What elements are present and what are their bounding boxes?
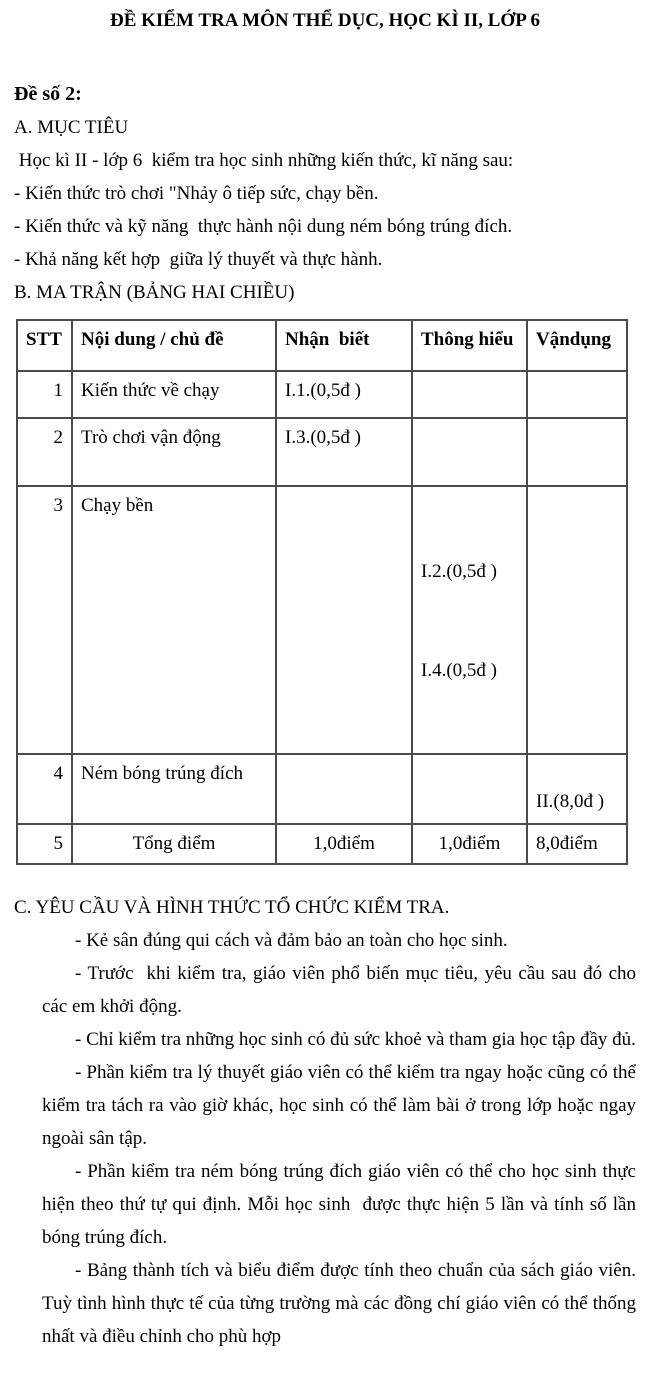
column-header-topic: Nội dung / chủ đề — [72, 320, 276, 371]
table-row — [17, 371, 627, 418]
matrix-table-container — [16, 319, 636, 865]
column-header-stt: STT — [17, 320, 72, 371]
section-a-bullet: - Khả năng kết hợp giữa lý thuyết và thực hành. — [14, 249, 383, 270]
requirement-paragraph: - Trước khi kiểm tra, giáo viên phổ biến mục tiêu, yêu cầu sau đó cho các em khởi động. — [42, 963, 641, 1017]
cell-van-dung: II.(8,0đ ) — [527, 754, 627, 824]
cell-thong-hieu-line: I.4.(0,5đ ) — [421, 660, 497, 681]
cell-nhan-biet: 1,0điểm — [276, 824, 412, 864]
cell-stt: 5 — [17, 824, 72, 864]
cell-stt: 1 — [17, 371, 72, 418]
table-row — [17, 754, 627, 824]
section-b-heading: B. MA TRẬN (BẢNG HAI CHIỀU) — [14, 282, 295, 303]
exam-number-label: Đề số 2: — [14, 83, 82, 105]
cell-stt: 3 — [17, 486, 72, 754]
column-header-van-dung: Vậndụng — [527, 320, 627, 371]
requirement-paragraph: - Phần kiểm tra lý thuyết giáo viên có thể kiểm tra ngay hoặc cũng có thể kiểm tra tách ra vào giờ khác, học sinh có thể làm bài ở trong lớp hoặc ngay ngoài sân tập. — [42, 1062, 641, 1149]
cell-topic: Chạy bền — [72, 486, 276, 754]
cell-nhan-biet — [276, 486, 412, 754]
page-title: ĐỀ KIỂM TRA MÔN THỂ DỤC, HỌC KÌ II, LỚP 6 — [109, 10, 541, 31]
table-row — [17, 824, 627, 864]
column-header-thong-hieu: Thông hiểu — [412, 320, 527, 371]
requirement-paragraph: - Bảng thành tích và biểu điểm được tính theo chuẩn của sách giáo viên. Tuỳ tình hình thực tế của từng trường mà các đồng chí giáo viên có thể thống nhất và điều chỉnh cho phù hợp — [42, 1260, 641, 1347]
cell-stt: 2 — [17, 418, 72, 486]
cell-nhan-biet: I.1.(0,5đ ) — [276, 371, 412, 418]
cell-topic: Ném bóng trúng đích — [72, 754, 276, 824]
cell-thong-hieu — [412, 486, 527, 754]
requirement-paragraph: - Chỉ kiểm tra những học sinh có đủ sức khoẻ và tham gia học tập đầy đủ. — [75, 1029, 636, 1050]
section-c-heading: C. YÊU CẦU VÀ HÌNH THỨC TỔ CHỨC KIỂM TRA. — [14, 897, 450, 918]
table-row — [17, 486, 627, 754]
column-header-nhan-biet: Nhận biết — [276, 320, 412, 371]
cell-stt: 4 — [17, 754, 72, 824]
cell-van-dung — [527, 371, 627, 418]
cell-topic: Kiến thức về chạy — [72, 371, 276, 418]
cell-van-dung: 8,0điểm — [527, 824, 627, 864]
requirement-paragraph: - Phần kiểm tra ném bóng trúng đích giáo viên có thể cho học sinh thực hiện theo thứ tự qui định. Mỗi học sinh được thực hiện 5 lần và tính số lần bóng trúng đích. — [42, 1161, 641, 1248]
matrix-table — [16, 319, 628, 865]
cell-topic: Tổng điểm — [72, 824, 276, 864]
cell-van-dung — [527, 418, 627, 486]
section-a-bullet: - Kiến thức trò chơi "Nhảy ô tiếp sức, chạy bền. — [14, 183, 379, 204]
section-a-bullet: - Kiến thức và kỹ năng thực hành nội dung ném bóng trúng đích. — [14, 216, 513, 237]
cell-nhan-biet — [276, 754, 412, 824]
cell-nhan-biet: I.3.(0,5đ ) — [276, 418, 412, 486]
cell-thong-hieu-line: I.2.(0,5đ ) — [421, 561, 497, 582]
cell-thong-hieu — [412, 418, 527, 486]
cell-van-dung — [527, 486, 627, 754]
table-header-row — [17, 320, 627, 371]
cell-thong-hieu — [412, 371, 527, 418]
cell-thong-hieu — [412, 754, 527, 824]
requirement-paragraph: - Kẻ sân đúng qui cách và đảm bảo an toàn cho học sinh. — [75, 930, 508, 951]
section-a-intro: Học kì II - lớp 6 kiểm tra học sinh những kiến thức, kĩ năng sau: — [14, 150, 514, 171]
cell-topic: Trò chơi vận động — [72, 418, 276, 486]
section-a-heading: A. MỤC TIÊU — [14, 117, 129, 138]
table-row — [17, 418, 627, 486]
cell-thong-hieu: 1,0điểm — [412, 824, 527, 864]
